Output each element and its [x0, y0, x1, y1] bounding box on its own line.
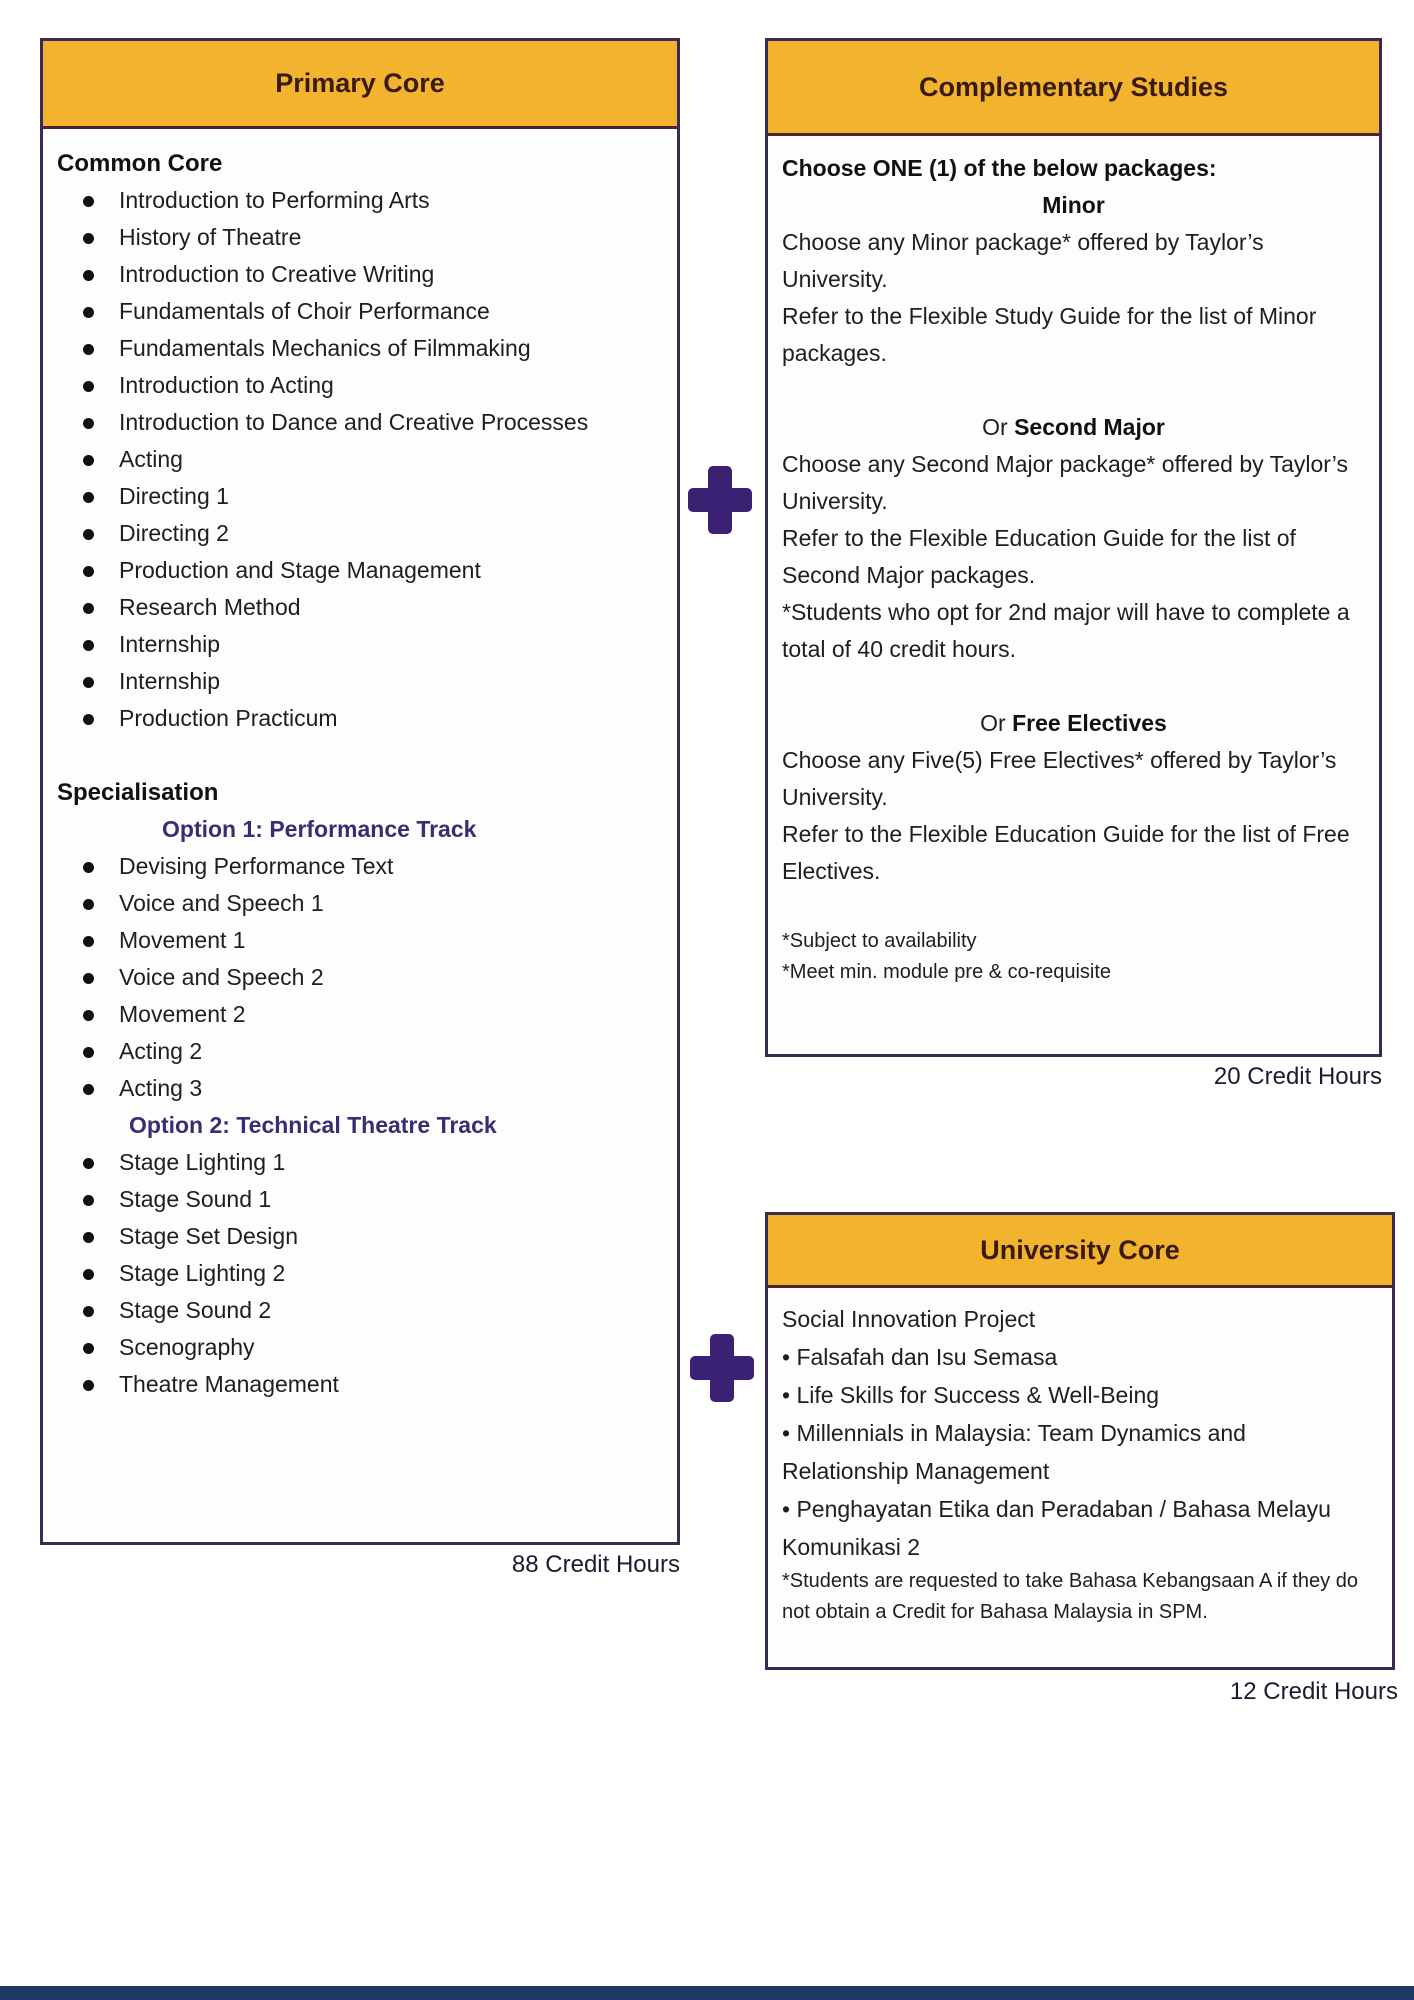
plus-vertical-bar	[710, 1334, 734, 1402]
course-item: Scenography	[57, 1329, 663, 1366]
complementary-studies-body	[768, 136, 1379, 988]
package-line: *Students who opt for 2nd major will have to complete a total of 40 credit hours.	[782, 599, 1350, 662]
university-core-item: • Millennials in Malaysia: Team Dynamics and Relationship Management	[782, 1420, 1246, 1484]
plus-icon	[690, 1334, 754, 1402]
course-item: Acting	[57, 441, 663, 478]
package-line: Refer to the Flexible Study Guide for the list of Minor packages.	[782, 303, 1317, 366]
complementary-credit-hours: 20 Credit Hours	[1213, 1063, 1382, 1090]
course-item: Fundamentals Mechanics of Filmmaking	[57, 330, 663, 367]
course-item: Stage Lighting 2	[57, 1255, 663, 1292]
free-electives-package-heading	[782, 705, 1365, 742]
free-electives-package-name: Free Electives	[1012, 710, 1167, 736]
option2-heading: Option 2: Technical Theatre Track	[129, 1112, 497, 1138]
university-core-credit-hours: 12 Credit Hours	[1229, 1678, 1398, 1705]
or-label: Or	[980, 710, 1013, 736]
primary-core-body	[43, 129, 677, 1403]
choose-one-heading: Choose ONE (1) of the below packages:	[782, 155, 1217, 181]
minor-package-name: Minor	[1042, 192, 1105, 218]
course-item: Directing 1	[57, 478, 663, 515]
course-item: Research Method	[57, 589, 663, 626]
footer-bar	[0, 1986, 1414, 2000]
course-item: Theatre Management	[57, 1366, 663, 1403]
university-core-item: • Life Skills for Success & Well-Being	[782, 1382, 1160, 1408]
option1-list	[57, 848, 663, 1107]
specialisation-heading: Specialisation	[57, 779, 219, 806]
university-core-box	[765, 1212, 1395, 1670]
university-core-item: Social Innovation Project	[782, 1306, 1036, 1332]
course-item: Acting 3	[57, 1070, 663, 1107]
primary-core-title: Primary Core	[275, 68, 445, 98]
primary-core-header	[43, 41, 677, 129]
university-core-item: • Penghayatan Etika dan Peradaban / Bahasa Melayu Komunikasi 2	[782, 1496, 1331, 1560]
package-line: Choose any Five(5) Free Electives* offered by Taylor’s University.	[782, 747, 1337, 810]
university-core-note: *Students are requested to take Bahasa Kebangsaan A if they do not obtain a Credit for Bahasa Malaysia in SPM.	[782, 1570, 1358, 1623]
university-core-title: University Core	[980, 1234, 1180, 1265]
course-item: Movement 1	[57, 922, 663, 959]
second-major-package-heading	[782, 409, 1365, 446]
course-item: Stage Sound 2	[57, 1292, 663, 1329]
course-item: Introduction to Performing Arts	[57, 182, 663, 219]
or-label: Or	[982, 414, 1015, 440]
course-item: Voice and Speech 2	[57, 959, 663, 996]
university-core-item: • Falsafah dan Isu Semasa	[782, 1344, 1058, 1370]
primary-core-credit-hours: 88 Credit Hours	[511, 1551, 680, 1578]
course-item: History of Theatre	[57, 219, 663, 256]
second-major-package-name: Second Major	[1014, 414, 1165, 440]
course-item: Internship	[57, 626, 663, 663]
course-item: Stage Set Design	[57, 1218, 663, 1255]
course-item: Introduction to Acting	[57, 367, 663, 404]
course-item: Stage Sound 1	[57, 1181, 663, 1218]
course-item: Directing 2	[57, 515, 663, 552]
complementary-notes	[782, 926, 1365, 988]
complementary-studies-title: Complementary Studies	[918, 71, 1229, 102]
plus-vertical-bar	[708, 466, 732, 534]
minor-package-heading	[782, 187, 1365, 224]
complementary-studies-header	[768, 41, 1379, 136]
package-line: Refer to the Flexible Education Guide for the list of Second Major packages.	[782, 525, 1296, 588]
option1-heading: Option 1: Performance Track	[162, 816, 477, 842]
course-item: Internship	[57, 663, 663, 700]
course-item: Introduction to Dance and Creative Processes	[57, 404, 663, 441]
course-item: Introduction to Creative Writing	[57, 256, 663, 293]
common-core-list	[57, 182, 663, 737]
common-core-heading: Common Core	[57, 150, 223, 177]
course-item: Movement 2	[57, 996, 663, 1033]
package-line: Refer to the Flexible Education Guide for the list of Free Electives.	[782, 821, 1350, 884]
option2-list	[57, 1144, 663, 1403]
package-line: Choose any Second Major package* offered by Taylor’s University.	[782, 451, 1348, 514]
course-item: Stage Lighting 1	[57, 1144, 663, 1181]
course-item: Fundamentals of Choir Performance	[57, 293, 663, 330]
course-item: Voice and Speech 1	[57, 885, 663, 922]
university-core-header	[768, 1215, 1392, 1288]
primary-core-box	[40, 38, 680, 1545]
complementary-studies-box	[765, 38, 1382, 1057]
package-line: Choose any Minor package* offered by Taylor’s University.	[782, 229, 1264, 292]
plus-icon	[688, 466, 752, 534]
course-item: Devising Performance Text	[57, 848, 663, 885]
course-item: Acting 2	[57, 1033, 663, 1070]
note-line: *Subject to availability	[782, 930, 977, 952]
course-item: Production and Stage Management	[57, 552, 663, 589]
note-line: *Meet min. module pre & co-requisite	[782, 961, 1112, 983]
university-core-body	[768, 1288, 1392, 1628]
course-item: Production Practicum	[57, 700, 663, 737]
